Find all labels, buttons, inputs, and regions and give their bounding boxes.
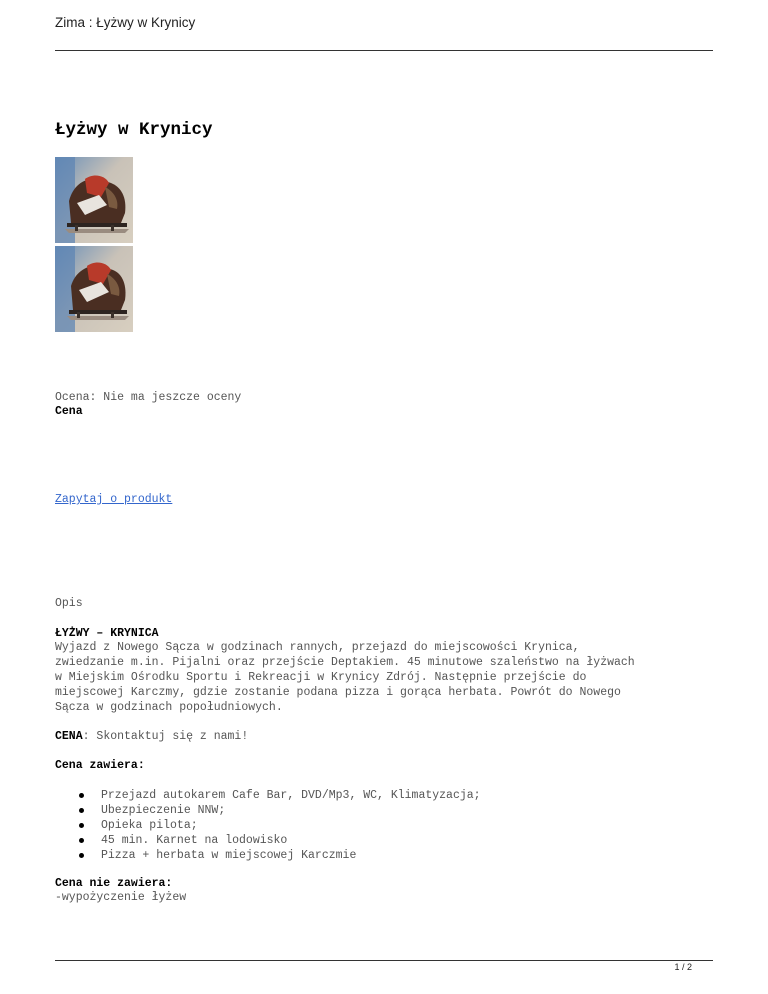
document-header-title: Zima : Łyżwy w Krynicy: [55, 15, 196, 30]
page-title: Łyżwy w Krynicy: [55, 120, 213, 140]
description-line: miejscowej Karczmy, gdzie zostanie podana pizza i gorąca herbata. Powrót do Nowego: [55, 686, 621, 699]
includes-title: Cena zawiera:: [55, 759, 145, 772]
excludes-title: Cena nie zawiera:: [55, 877, 173, 890]
price-key: CENA: [55, 730, 83, 743]
skate-photo-icon: [55, 157, 133, 243]
list-item: Ubezpieczenie NNW;: [55, 803, 715, 818]
description-text: [55, 640, 715, 715]
excludes-item: -wypożyczenie łyżew: [55, 891, 187, 904]
description-heading: Opis: [55, 597, 83, 610]
description-line: zwiedzanie m.in. Pijalni oraz przejście Deptakiem. 45 minutowe szaleństwo na łyżwach: [55, 656, 635, 669]
skate-photo-icon: [55, 246, 133, 332]
price-value: : Skontaktuj się z nami!: [82, 730, 249, 743]
page-number: 1 / 2: [674, 962, 692, 972]
list-item: Pizza + herbata w miejscowej Karczmie: [55, 848, 715, 863]
product-thumbnail[interactable]: [55, 246, 133, 332]
trip-title: ŁYŻWY – KRYNICA: [55, 627, 159, 640]
price-label: Cena: [55, 405, 83, 418]
description-line: w Miejskim Ośrodku Sportu i Rekreacji w Krynicy Zdrój. Następnie przejście do: [55, 671, 587, 684]
footer-divider: [55, 960, 713, 961]
list-item: 45 min. Karnet na lodowisko: [55, 833, 715, 848]
product-thumbnail[interactable]: [55, 157, 133, 243]
includes-list: [55, 788, 715, 863]
header-divider: [55, 50, 713, 51]
list-item: Przejazd autokarem Cafe Bar, DVD/Mp3, WC, Klimatyzacja;: [55, 788, 715, 803]
ask-about-product-link[interactable]: Zapytaj o produkt: [55, 493, 173, 506]
list-item: Opieka pilota;: [55, 818, 715, 833]
product-rating: Ocena: Nie ma jeszcze oceny: [55, 391, 242, 404]
description-line: Sącza w godzinach popołudniowych.: [55, 701, 283, 714]
description-line: Wyjazd z Nowego Sącza w godzinach rannych, przejazd do miejscowości Krynica,: [55, 641, 580, 654]
price-info: [55, 729, 715, 744]
